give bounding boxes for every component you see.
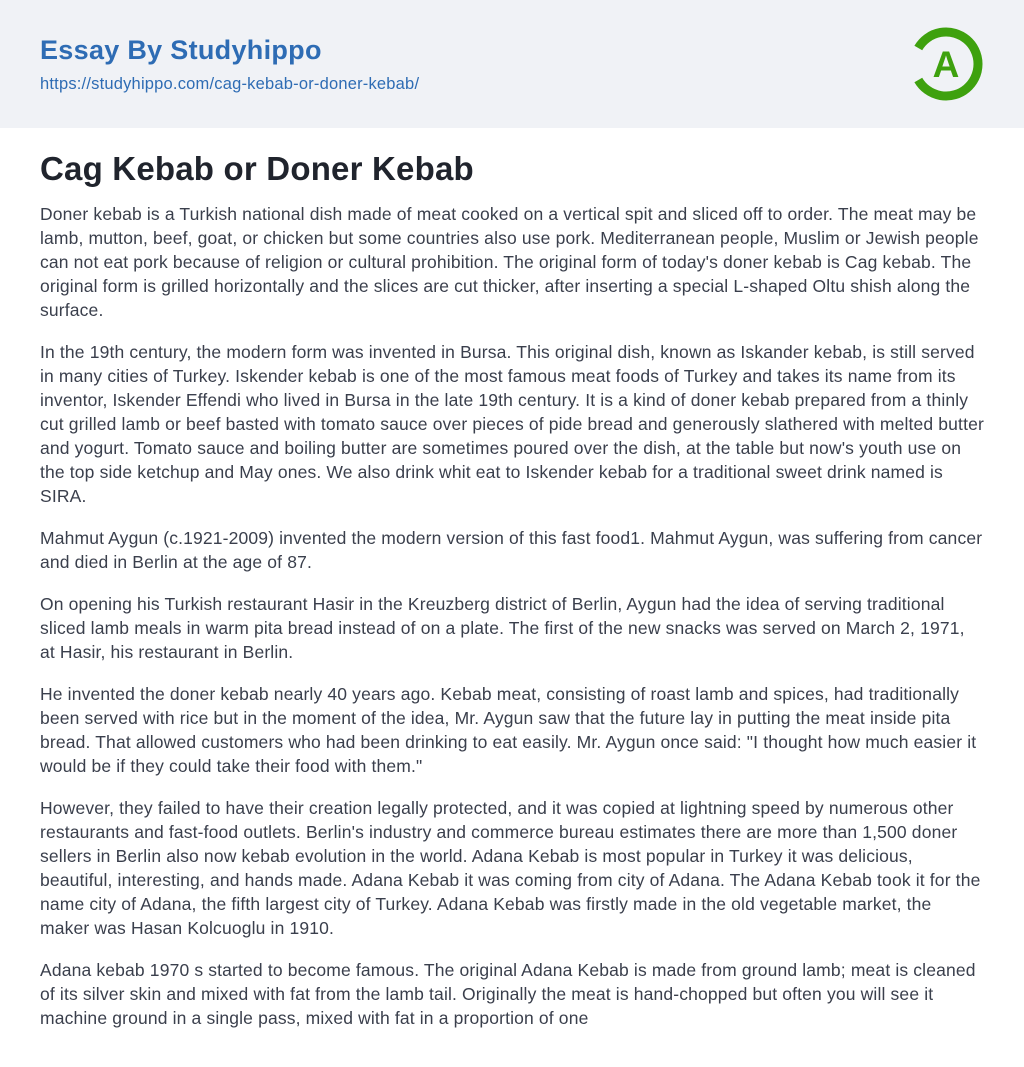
essay-paragraph: Doner kebab is a Turkish national dish made of meat cooked on a vertical spit and sliced off to order. The meat may be lamb, mutton, beef, goat, or chicken but some countries also use pork. Mediterranean people, Muslim or Jewish people can not eat pork because of religion or cultural prohibition. The original form of today's doner kebab is Cag kebab. The original form is grilled horizontally and the slices are cut thicker, after inserting a special L-shaped Oltu shish along the surface. xyxy=(40,204,979,320)
essay-content xyxy=(0,128,1024,1030)
essay-paragraph: On opening his Turkish restaurant Hasir in the Kreuzberg district of Berlin, Aygun had the idea of serving traditional sliced lamb meals in warm pita bread instead of on a plate. The first of the new snacks was served on March 2, 1971, at Hasir, his restaurant in Berlin. xyxy=(40,594,965,662)
essay-paragraph: However, they failed to have their creation legally protected, and it was copied at lightning speed by numerous other restaurants and fast-food outlets. Berlin's industry and commerce bureau estimates there are more than 1,500 doner sellers in Berlin also now kebab evolution in the world. Adana Kebab is most popular in Turkey it was delicious, beautiful, interesting, and hands made. Adana Kebab it was coming from city of Adana. The Adana Kebab took it for the name city of Adana, the fifth largest city of Turkey. Adana Kebab was firstly made in the old vegetable market, the maker was Hasan Kolcuoglu in 1910. xyxy=(40,798,981,938)
essay-body xyxy=(40,202,984,1030)
site-title: Essay By Studyhippo xyxy=(40,34,322,65)
essay-paragraph: Adana kebab 1970 s started to become famous. The original Adana Kebab is made from ground lamb; meat is cleaned of its silver skin and mixed with fat from the lamb tail. Originally the meat is hand-chopped but often you will see it machine ground in a single pass, mixed with fat in a proportion of one xyxy=(40,960,976,1028)
essay-paragraph: He invented the doner kebab nearly 40 years ago. Kebab meat, consisting of roast lamb and spices, had traditionally been served with rice but in the moment of the idea, Mr. Aygun saw that the future lay in putting the meat inside pita bread. That allowed customers who had been drinking to eat easily. Mr. Aygun once said: "I thought how much easier it would be if they could take their food with them." xyxy=(40,684,977,776)
logo-letter: A xyxy=(932,44,960,85)
essay-paragraph: Mahmut Aygun (c.1921-2009) invented the modern version of this fast food1. Mahmut Aygun, was suffering from cancer and died in Berlin at the age of 87. xyxy=(40,528,983,572)
source-url-link[interactable]: https://studyhippo.com/cag-kebab-or-doner-kebab/ xyxy=(40,74,420,93)
page-header xyxy=(0,0,1024,128)
essay-title: Cag Kebab or Doner Kebab xyxy=(40,150,474,187)
studyhippo-logo-icon xyxy=(906,24,986,104)
header-text-block xyxy=(40,35,419,94)
essay-paragraph: In the 19th century, the modern form was invented in Bursa. This original dish, known as Iskander kebab, is still served in many cities of Turkey. Iskender kebab is one of the most famous meat foods of Turkey and takes its name from its inventor, Iskender Effendi who lived in Bursa in the late 19th century. It is a kind of doner kebab prepared from a thinly cut grilled lamb or beef basted with tomato sauce over pieces of pide bread and generously slathered with melted butter and yogurt. Tomato sauce and boiling butter are sometimes poured over the dish, at the table but now's youth use on the top side ketchup and May ones. We also drink whit eat to Iskender kebab for a traditional sweet drink named is SIRA. xyxy=(40,342,984,506)
